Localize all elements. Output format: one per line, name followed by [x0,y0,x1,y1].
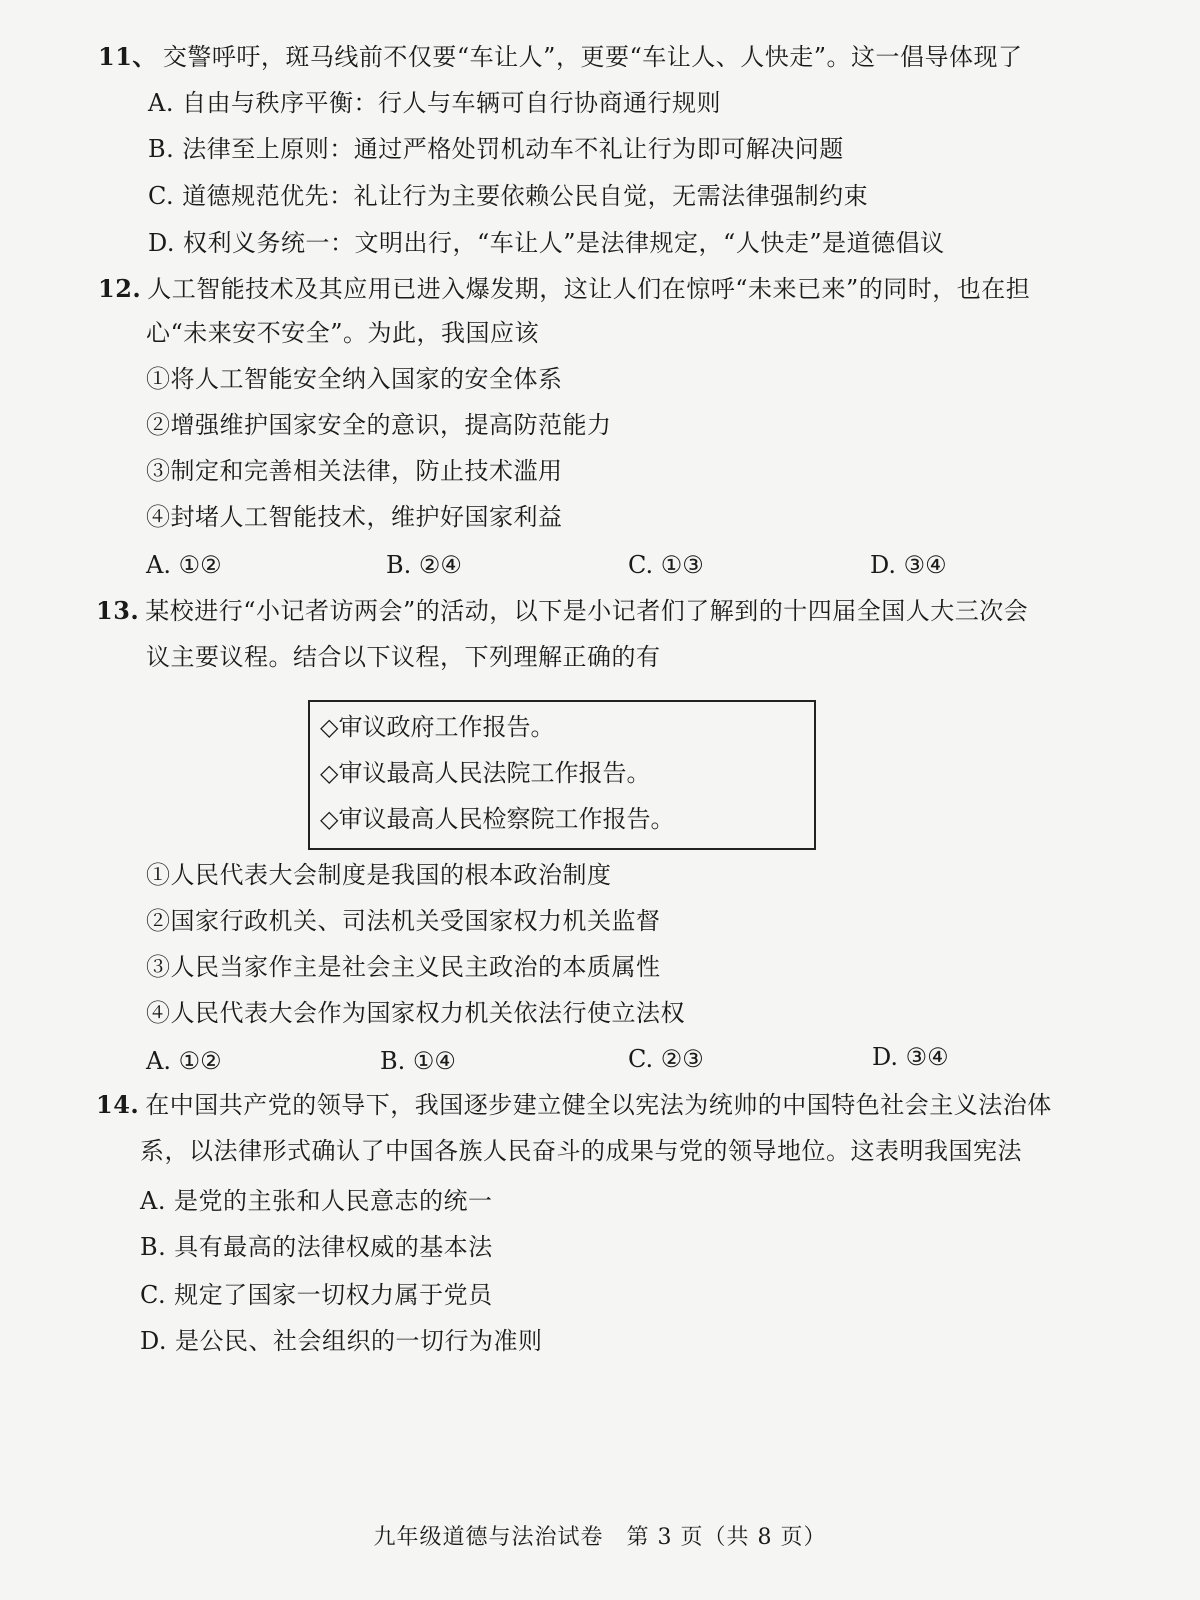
q12-choice-c [628,550,704,580]
choice-text: ③④ [903,551,947,579]
option-text: 是党的主张和人民意志的统一 [173,1187,493,1215]
q13-stem-line1 [96,596,1028,626]
option-text: 权利义务统一：文明出行，“车让人”是法律规定，“人快走”是道德倡议 [183,229,945,257]
q12-stem-text-2: 心“未来安不安全”。为此，我国应该 [146,319,540,347]
option-letter: C. [140,1281,167,1309]
option-letter: A. [148,89,174,117]
q14-stem-text: 在中国共产党的领导下，我国逐步建立健全以宪法为统帅的中国特色社会主义法治体 [145,1091,1052,1119]
option-letter: D. [148,229,176,257]
q13-stem-text: 某校进行“小记者访两会”的活动，以下是小记者们了解到的十四届全国人大三次会 [145,597,1029,625]
choice-text: ②④ [418,551,462,579]
q11-stem-text: 交警呼吁，斑马线前不仅要“车让人”，更要“车让人、人快走”。这一倡导体现了 [162,43,1023,71]
q11-stem [98,42,1022,72]
choice-text: ①③ [660,551,704,579]
choice-text: ③④ [905,1043,949,1071]
option-text: 是公民、社会组织的一切行为准则 [175,1327,543,1355]
agenda-item: ◇审议最高人民法院工作报告。 [320,759,651,787]
q13-statement-1: ①人民代表大会制度是我国的根本政治制度 [146,861,612,889]
q12-statement-2: ②增强维护国家安全的意识，提高防范能力 [146,411,612,439]
option-text: 法律至上原则：通过严格处罚机动车不礼让行为即可解决问题 [182,135,844,163]
choice-letter: B. [386,551,412,579]
q13-choice-a [146,1046,222,1076]
q13-choice-b [380,1046,456,1076]
q14-number: 14. [96,1090,140,1119]
choice-letter: B. [380,1047,406,1075]
choice-letter: C. [628,551,654,579]
q14-option-c [140,1280,493,1310]
q13-choice-d [872,1042,949,1072]
option-text: 规定了国家一切权力属于党员 [174,1281,493,1309]
agenda-item: ◇审议最高人民检察院工作报告。 [320,805,675,833]
page-footer: 九年级道德与法治试卷 第 3 页（共 8 页） [373,1525,827,1550]
q12-stem-line1 [98,274,1030,304]
choice-text: ①② [178,551,222,579]
option-text: 自由与秩序平衡：行人与车辆可自行协商通行规则 [181,89,721,117]
q14-stem-text-2: 系，以法律形式确认了中国各族人民奋斗的成果与党的领导地位。这表明我国宪法 [140,1137,1022,1165]
q12-statement-4: ④封堵人工智能技术，维护好国家利益 [146,503,563,531]
choice-letter: A. [146,551,171,579]
option-letter: B. [148,135,175,163]
q11-option-b [148,134,844,164]
q14-stem-line2 [140,1136,1022,1166]
q12-choice-a [146,550,222,580]
q14-option-a [140,1186,492,1216]
q14-option-d [140,1326,543,1356]
q14-option-b [140,1232,493,1262]
choice-letter: D. [870,551,897,579]
q13-statement-3: ③人民当家作主是社会主义民主政治的本质属性 [146,953,661,981]
option-text: 具有最高的法律权威的基本法 [174,1233,493,1261]
q11-option-c [148,181,868,211]
q13-number: 13. [96,596,140,625]
q12-number: 12. [98,274,142,303]
option-text: 道德规范优先：礼让行为主要依赖公民自觉，无需法律强制约束 [182,182,869,210]
q13-stem-line2 [146,642,661,672]
agenda-item: ◇审议政府工作报告。 [320,713,555,741]
q12-stem-line2 [146,318,539,348]
option-letter: D. [140,1327,168,1355]
q11-option-a [148,88,721,118]
choice-letter: A. [146,1047,171,1075]
q14-stem-line1 [96,1090,1052,1120]
choice-letter: C. [628,1045,654,1073]
q13-stem-text-2: 议主要议程。结合以下议程，下列理解正确的有 [146,643,661,671]
q12-stem-text: 人工智能技术及其应用已进入爆发期，这让人们在惊呼“未来已来”的同时，也在担 [147,275,1031,303]
q12-choice-b [386,550,462,580]
q13-choice-c [628,1044,704,1074]
choice-text: ②③ [660,1045,704,1073]
q12-choice-d [870,550,947,580]
q11-option-d [148,228,945,258]
q13-statement-2: ②国家行政机关、司法机关受国家权力机关监督 [146,907,661,935]
agenda-box [308,700,816,850]
q11-number: 11、 [98,42,157,71]
choice-letter: D. [872,1043,899,1071]
option-letter: A. [140,1187,166,1215]
option-letter: C. [148,182,175,210]
q12-statement-3: ③制定和完善相关法律，防止技术滥用 [146,457,563,485]
choice-text: ①② [178,1047,222,1075]
q13-statement-4: ④人民代表大会作为国家权力机关依法行使立法权 [146,999,685,1027]
choice-text: ①④ [412,1047,456,1075]
q12-statement-1: ①将人工智能安全纳入国家的安全体系 [146,365,563,393]
option-letter: B. [140,1233,167,1261]
